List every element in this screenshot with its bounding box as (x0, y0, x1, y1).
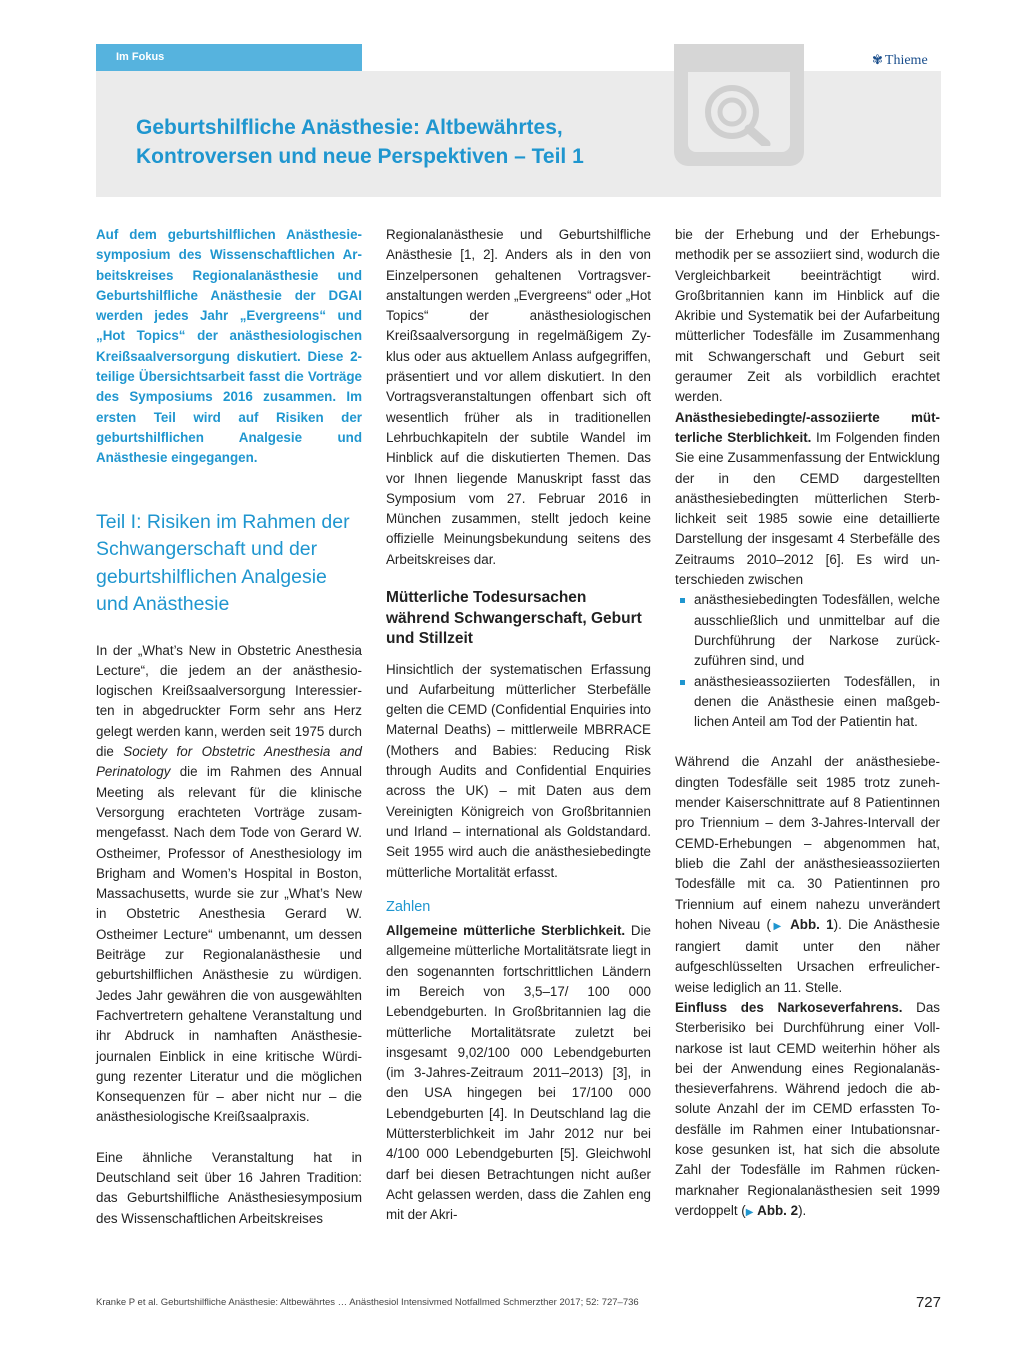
text: Die allgemeine mütterliche Mortalitätsrate liegt in den sogenannten fortschrittlichen Ländern im Bereich von 3,5–17/ 100 000 Lebendgeburten. In Großbritannien lag die mütterliche Mortalitätsrate zuletzt bei insgesamt 9,02/100 000 Lebendgeburten (im 3-Jahres-Zeitraum 2011–2013) [3], in den USA hingegen bei 17/100 000 Lebendgeburten [4]. In Deutschland lag die Müttersterblichkeit im Jahr 2012 nur bei 4/100 000 Lebendgeburten [5]. Gleichwohl darf bei diesen Betrachtungen nicht außer Acht gelassen werden, dass die Zahlen eng mit der Akri- (386, 923, 651, 1223)
text: In der „What’s New in Obstetric Anesthesia Lecture“, die jedem an der anästhesiologischen Kreißsaalversorgung Interessierten in abgedruckter Form sehr ans Herz gelegt werden kann, werden seit 1975 durch die (96, 642, 362, 760)
paragraph (96, 641, 362, 1128)
text: ). Die Anästhesie rangiert damit unter den näher aufgeschlüsselten Ursachen erfreulicherweise lediglich an 11. Stelle. (675, 916, 940, 995)
paragraph: Hinsichtlich der systematischen Erfassung und Aufarbeitung mütterlicher Sterbefälle gelten die CEMD (Confidential Enquiries into Maternal Deaths) – mittlerweile MBRRACE (Mothers and Babies: Reducing Risk through Audits and Confidential Enquiries across the UK) – mit Daten aus dem Vereinigten Königreich von Großbritannien und Irland – international als Goldstandard. Seit 1955 wird auch die anästhesiebedingte mütterliche Mortalität erfasst. (386, 661, 651, 880)
arrow-right-icon: ▶ (745, 1206, 754, 1218)
publisher-logo (872, 52, 928, 69)
paragraph (675, 998, 940, 1223)
list-item: anästhesiebedingten Todesfällen, welche ausschließlich und unmittelbar auf die Durchführung der Narkose zurückzuführen sind, und (675, 590, 940, 671)
column-3 (675, 225, 940, 1223)
figure-reference[interactable]: Abb. 2 (757, 1202, 799, 1218)
text: Während die Anzahl der anästhesiebedingten Todesfälle seit 1985 trotz zunehmender Kaiserschnittrate auf 8 Patientinnen pro Triennium – dem 3-Jahres-Intervall der CEMD-Erhebungen – abgenommen hat, blieb die Zahl der anästhesieassoziierten Todesfälle mit ca. 30 Patientinnen pro Triennium auf einem nahezu unverändert hohen Niveau ( (675, 754, 940, 932)
paragraph: Eine ähnliche Veranstaltung hat in Deutschland seit über 16 Jahren Tradition: das Geburtshilfliche Anästhesiesymposium des Wissenschaftlichen Arbeitskreises (96, 1149, 362, 1226)
section-label: Im Fokus (116, 51, 165, 63)
footer-citation: Kranke P et al. Geburtshilfliche Anästhesie: Altbewährtes … Anästhesiol Intensivmed Notfallmed Schmerzther 2017; 52: 727–736 (96, 1297, 639, 1308)
title-box (96, 71, 941, 197)
run-in-heading: Allgemeine mütterliche Sterblichkeit. (386, 923, 626, 939)
paragraph (386, 921, 651, 1225)
run-in-heading: Anästhesiebedingte/-assoziierte mütterliche Sterblichkeit. (675, 409, 940, 445)
run-in-heading: Einfluss des Narkoseverfahrens. (675, 999, 903, 1015)
paragraph: bie der Erhebung und der Erhebungsmethodik per se assoziiert sind, wodurch die Vergleichbarkeit beeinträchtigt wird. Großbritannien kann im Hinblick auf die Akribie und Systematik bei der Aufarbeitung mütterlicher Todesfälle im Zusammenhang mit Schwangerschaft und Geburt seit geraumer Zeit als vorbildlich erachtet werden. (675, 227, 940, 405)
publisher-name: Thieme (884, 53, 928, 68)
abstract: Auf dem geburtshilflichen Anästhesiesymposium des Wissenschaftlichen Arbeitskreises Regionalanästhesie und Geburtshilfliche Anästhesie der DGAI werden jedes Jahr „Evergreens“ und „Hot Topics“ der anästhesiologischen Kreißsaalversorgung diskutiert. Diese 2-teilige Übersichtsarbeit fasst die Vorträge des Symposiums 2016 zusammen. Im ersten Teil wird auf Risiken der geburtshilflichen Analgesie und Anästhesie eingegangen. (96, 227, 362, 466)
paragraph (675, 752, 940, 998)
search-magnifier-icon (702, 84, 772, 146)
list-item: anästhesieassoziierten Todesfällen, in denen die Anästhesie einen maßgeblichen Anteil am Tod der Patientin hat. (675, 672, 940, 733)
subheading: Mütterliche Todesursachen während Schwangerschaft, Geburt und Stillzeit (386, 589, 642, 648)
column-2 (386, 225, 651, 1226)
page-number: 727 (915, 1294, 941, 1311)
text: Das Sterberisiko bei Durchführung einer Vollnarkose ist laut CEMD weiterhin höher als bei der Anwendung eines Regionalanästhesieverfahrens. Während jedoch die absolute Anzahl der im CEMD erfassten Todesfälle im Rahmen einer Intubationsnarkose gesunken ist, hat sich die absolute Zahl der Todesfälle im Rahmen rückenmarknaher Regionalanästhesien seit 1999 verdoppelt ( (675, 999, 940, 1218)
bullet-list (675, 590, 940, 732)
thieme-logo-icon: ✾ (872, 52, 883, 67)
section-title: Teil I: Risiken im Rahmen der Schwangerschaft und der geburtshilflichen Analgesie und Anästhesie (96, 510, 350, 616)
column-1 (96, 225, 362, 1229)
article-title: Geburtshilfliche Anästhesie: Altbewährtes, Kontroversen und neue Perspektiven – Teil 1 (136, 116, 584, 168)
text: die im Rahmen des Annual Meeting als relevant für die klinische Versorgung erachteten Vorträge zusammengefasst. Nach dem Tode von Gerard W. Ostheimer, Professor of Anesthesiology im Brigham and Women’s Hospital in Boston, Massachusetts, wurde sie zur „What’s New in Obstetric Anesthesia Gerard W. Ostheimer Lecture“ umbenannt, um dessen Beiträge zur Regionalanästhesie und geburtshilflichen Anästhesie zu würdigen. Jedes Jahr gewähren die von ausgewählten Fachvertretern gehaltene Veranstaltung und ihr Abdruck in namhaften Anästhesiejournalen Einblick in eine kritische Würdigung rezenter Literatur und die möglichen Konsequenzen für – aber nicht nur – die anästhesiologische Kreißsaalpraxis. (96, 764, 362, 1125)
figure-reference[interactable]: Abb. 1 (790, 916, 834, 932)
paragraph (675, 408, 940, 591)
paragraph: Regionalanästhesie und Geburtshilfliche Anästhesie [1, 2]. Anders als in den von Einzelpersonen gehaltenen Vortragsveranstaltungen werden „Evergreens“ oder „Hot Topics“ der anästhesiologischen Kreißsaalversorgung in regelmäßigem Zyklus oder aus aktuellem Anlass aufgegriffen, präsentiert und vor allem diskutiert. In den Vortragsveranstaltungen offenbart sich oft wesentlich früher als in traditionellen Lehrbuchkapiteln der subtile Wandel im Hinblick auf die diskutierten Themen. Das vor Ihnen liegende Manuskript fasst das Symposium vom 27. Februar 2016 in München zusammen, stellt jedoch keine offizielle Meinungsbekundung seitens des Arbeitskreises dar. (386, 227, 651, 567)
text: ). (798, 1202, 807, 1218)
section-band (96, 44, 362, 71)
subsection-title: Zahlen (386, 898, 431, 915)
italic-text: Society for Obstetric Anesthesia and Perinatology (96, 744, 363, 780)
arrow-right-icon: ▶ (770, 920, 784, 932)
text: Im Folgenden finden Sie eine Zusammenfassung der Entwicklung der in den CEMD dargestellten anästhesiebedingten mütterlichen Sterblichkeit seit 1985 sowie eine detaillierte Darstellung der insgesamt 4 Sterbefälle des Zeitraums 2010–2012 [6]. Es wird unterschieden zwischen (675, 429, 940, 588)
